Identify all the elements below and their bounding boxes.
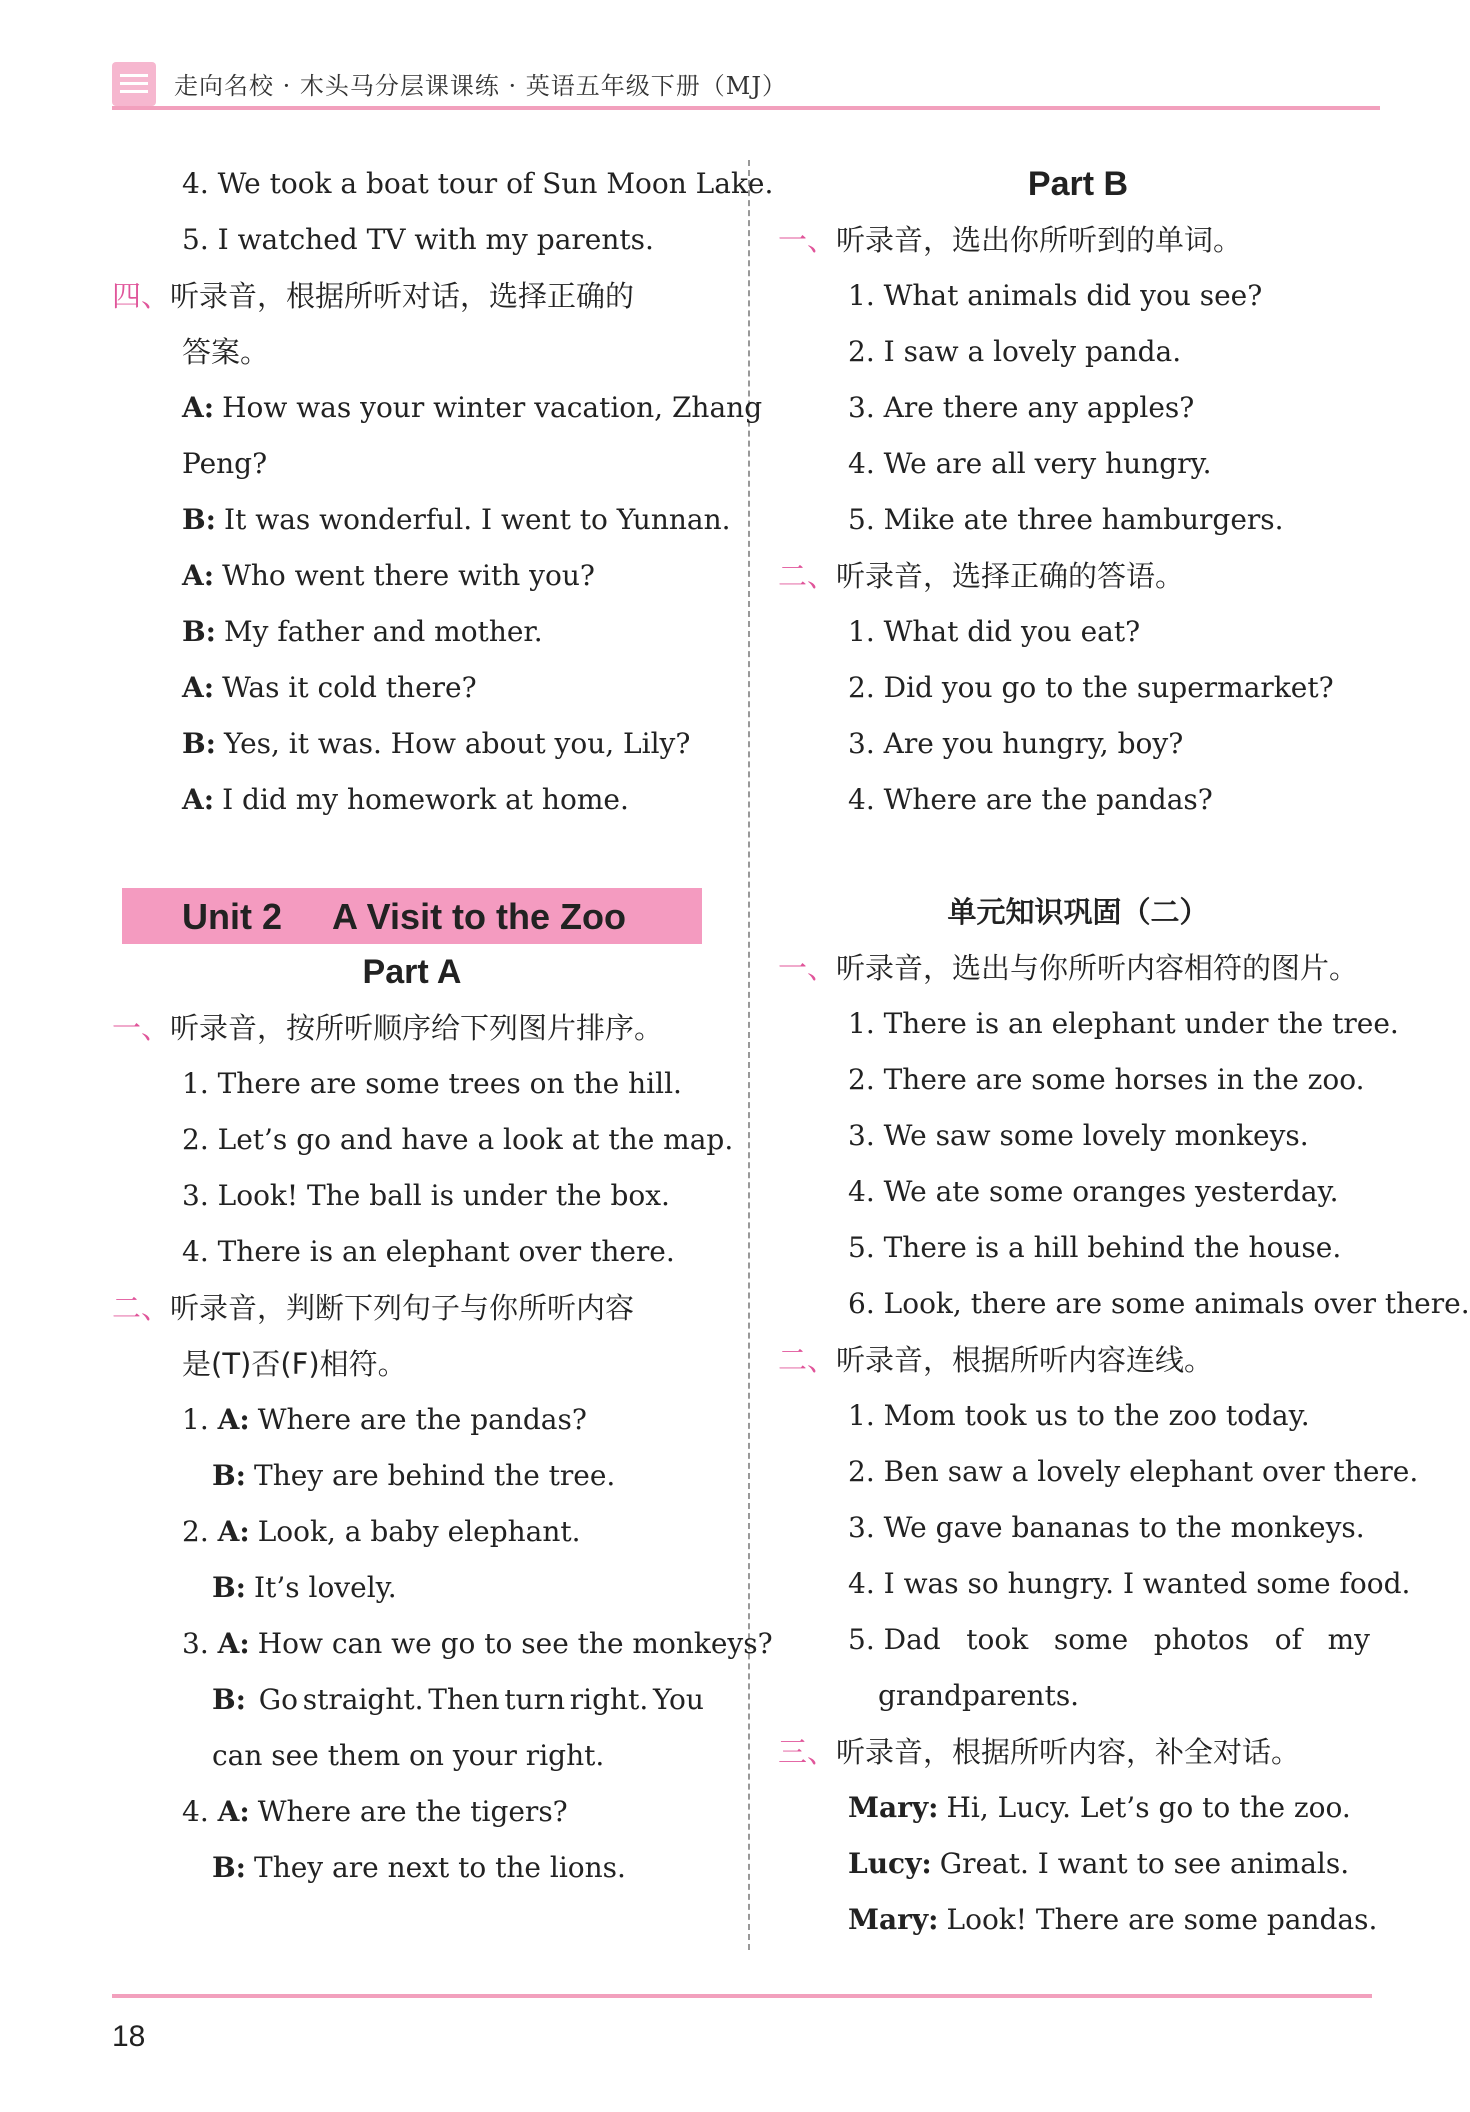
- word: my: [1327, 1623, 1370, 1656]
- speaker: B:: [182, 503, 217, 536]
- section-instruction: 听录音，选出你所听到的单词。: [836, 223, 1243, 257]
- section-instruction: 听录音，根据所听内容连线。: [836, 1343, 1214, 1377]
- section-number: 一、: [112, 1011, 171, 1045]
- line-text: Great. I want to see animals.: [939, 1847, 1350, 1880]
- speaker: Mary:: [848, 1791, 939, 1824]
- section-instruction: 听录音，判断下列句子与你所听内容: [170, 1291, 635, 1325]
- list-item: 4. Where are the pandas?: [848, 783, 1213, 816]
- list-item: 1. There are some trees on the hill.: [182, 1067, 682, 1100]
- section-number: 三、: [778, 1735, 837, 1769]
- section-instruction: 听录音，根据所听内容，补全对话。: [836, 1735, 1301, 1769]
- dialogue-line-cont: Peng?: [182, 447, 268, 480]
- section-heading: [112, 1280, 712, 1336]
- unit-title: A Visit to the Zoo: [332, 896, 627, 937]
- dialogue-line: [112, 604, 712, 660]
- list-item: 3. Are there any apples?: [848, 391, 1195, 424]
- list-item-cont: grandparents.: [878, 1679, 1080, 1712]
- dialogue-line: [112, 1448, 712, 1504]
- section-heading: [778, 940, 1378, 996]
- list-item: 4. We are all very hungry.: [848, 447, 1212, 480]
- list-item: 2. Ben saw a lovely elephant over there.: [848, 1455, 1419, 1488]
- dialogue-line: [112, 1504, 712, 1560]
- line-text: It was wonderful. I went to Yunnan.: [224, 503, 731, 536]
- line-text: It’s lovely.: [254, 1571, 397, 1604]
- speaker: A:: [182, 391, 215, 424]
- line-text: Where are the tigers?: [257, 1795, 568, 1828]
- dialogue-line: [112, 716, 712, 772]
- speaker: Mary:: [848, 1903, 939, 1936]
- speaker: A:: [217, 1403, 250, 1436]
- list-item: 1. What did you eat?: [848, 615, 1141, 648]
- dialogue-line: [112, 1840, 712, 1896]
- dialogue-line: [112, 1616, 773, 1672]
- right-column: [778, 156, 1470, 1948]
- speaker: B:: [212, 1571, 247, 1604]
- list-item: 5. Mike ate three hamburgers.: [848, 503, 1284, 536]
- section-instruction-cont: 是(T)否(F)相符。: [182, 1347, 407, 1381]
- word: 5. Dad: [848, 1623, 941, 1656]
- line-text: Yes, it was. How about you, Lily?: [224, 727, 691, 760]
- unit-banner: [122, 888, 702, 944]
- section-number: 四、: [112, 279, 171, 313]
- line-text: They are behind the tree.: [254, 1459, 616, 1492]
- dialogue-line: [112, 1672, 712, 1728]
- list-item: 3. Are you hungry, boy?: [848, 727, 1184, 760]
- section-number: 一、: [778, 951, 837, 985]
- speaker: A:: [182, 671, 215, 704]
- section-instruction-cont: 答案。: [182, 335, 270, 369]
- speaker: A:: [217, 1515, 250, 1548]
- word: Go: [258, 1683, 298, 1716]
- item-number: 4.: [182, 1795, 209, 1828]
- list-item: 3. Look! The ball is under the box.: [182, 1179, 670, 1212]
- dialogue-line: [778, 1780, 1378, 1836]
- list-item: 3. We saw some lovely monkeys.: [848, 1119, 1309, 1152]
- list-item: 1. Mom took us to the zoo today.: [848, 1399, 1310, 1432]
- line-text: Look! There are some pandas.: [946, 1903, 1378, 1936]
- word: Then: [428, 1683, 500, 1716]
- book-icon: [112, 62, 156, 106]
- section-instruction: 听录音，选出与你所听内容相符的图片。: [836, 951, 1359, 985]
- line-text: I did my homework at home.: [222, 783, 629, 816]
- footer-rule: [112, 1994, 1372, 1998]
- section-heading: [778, 548, 1378, 604]
- word: You: [652, 1683, 704, 1716]
- list-item: 5. There is a hill behind the house.: [848, 1231, 1342, 1264]
- speaker: B:: [212, 1851, 247, 1884]
- word: straight.: [302, 1683, 424, 1716]
- dialogue-line: [112, 1560, 712, 1616]
- list-item: 4. I was so hungry. I wanted some food.: [848, 1567, 1411, 1600]
- section-number: 二、: [112, 1291, 171, 1325]
- speaker: B:: [212, 1459, 247, 1492]
- item-number: 1.: [182, 1403, 209, 1436]
- speaker: B:: [212, 1683, 247, 1716]
- list-item: 2. I saw a lovely panda.: [848, 335, 1182, 368]
- section-heading: [778, 1332, 1378, 1388]
- line-text: My father and mother.: [224, 615, 543, 648]
- item-number: 2.: [182, 1515, 209, 1548]
- section-instruction: 听录音，选择正确的答语。: [836, 559, 1185, 593]
- speaker: A:: [182, 559, 215, 592]
- word: right.: [569, 1683, 649, 1716]
- list-item: 3. We gave bananas to the monkeys.: [848, 1511, 1365, 1544]
- line-text: Where are the pandas?: [257, 1403, 587, 1436]
- line-text: How can we go to see the monkeys?: [257, 1627, 773, 1660]
- spacer: [778, 828, 1378, 884]
- line-text: How was your winter vacation, Zhang: [222, 391, 763, 424]
- word: photos: [1153, 1623, 1250, 1656]
- speaker: Lucy:: [848, 1847, 932, 1880]
- line-text: Who went there with you?: [222, 559, 595, 592]
- list-item: 2. Let’s go and have a look at the map.: [182, 1123, 734, 1156]
- speaker: A:: [217, 1795, 250, 1828]
- page-header: [112, 62, 1380, 110]
- line-text: Hi, Lucy. Let’s go to the zoo.: [946, 1791, 1351, 1824]
- list-item: 4. There is an elephant over there.: [182, 1235, 675, 1268]
- section-heading: [778, 212, 1378, 268]
- speaker: B:: [182, 727, 217, 760]
- word: turn: [504, 1683, 566, 1716]
- list-item: 1. What animals did you see?: [848, 279, 1263, 312]
- line-text: Look, a baby elephant.: [257, 1515, 581, 1548]
- dialogue-line: [112, 660, 712, 716]
- word: of: [1274, 1623, 1302, 1656]
- page-number: 18: [112, 2020, 146, 2053]
- dialogue-line: [112, 772, 712, 828]
- section-instruction: 听录音，根据所听对话，选择正确的: [170, 279, 635, 313]
- dialogue-line: [112, 380, 763, 436]
- list-item: 4. We ate some oranges yesterday.: [848, 1175, 1339, 1208]
- unit-label: Unit 2: [182, 896, 283, 937]
- speaker: B:: [182, 615, 217, 648]
- left-column: [112, 156, 774, 1896]
- part-title: Part A: [362, 953, 462, 991]
- header-rule: [112, 106, 1380, 110]
- item-number: 3.: [182, 1627, 209, 1660]
- dialogue-line: [112, 548, 712, 604]
- list-item: 1. There is an elephant under the tree.: [848, 1007, 1399, 1040]
- word: took: [966, 1623, 1029, 1656]
- review-title: 单元知识巩固（二）: [947, 895, 1209, 929]
- list-item: [778, 1612, 1378, 1668]
- line-text: They are next to the lions.: [254, 1851, 626, 1884]
- header-title: 走向名校 · 木头马分层课课练 · 英语五年级下册（MJ）: [174, 72, 787, 100]
- section-number: 二、: [778, 1343, 837, 1377]
- section-number: 二、: [778, 559, 837, 593]
- list-item: 2. There are some horses in the zoo.: [848, 1063, 1365, 1096]
- list-item: 4. We took a boat tour of Sun Moon Lake.: [182, 167, 774, 200]
- list-item: 2. Did you go to the supermarket?: [848, 671, 1334, 704]
- dialogue-line: [112, 492, 731, 548]
- dialogue-line: [112, 1784, 712, 1840]
- word: some: [1053, 1623, 1129, 1656]
- speaker: A:: [217, 1627, 250, 1660]
- part-title: Part B: [1027, 165, 1129, 203]
- section-heading: [112, 268, 712, 324]
- spacer: [112, 828, 712, 884]
- section-heading: [112, 1000, 712, 1056]
- list-item: 5. I watched TV with my parents.: [182, 223, 654, 256]
- dialogue-line-cont: can see them on your right.: [212, 1739, 605, 1772]
- speaker: A:: [182, 783, 215, 816]
- section-heading: [778, 1724, 1378, 1780]
- section-instruction: 听录音，按所听顺序给下列图片排序。: [170, 1011, 664, 1045]
- section-number: 一、: [778, 223, 837, 257]
- dialogue-line: [778, 1892, 1378, 1948]
- dialogue-line: [778, 1836, 1378, 1892]
- list-item: 6. Look, there are some animals over there.: [848, 1287, 1470, 1320]
- dialogue-line: [112, 1392, 712, 1448]
- line-text: Was it cold there?: [222, 671, 477, 704]
